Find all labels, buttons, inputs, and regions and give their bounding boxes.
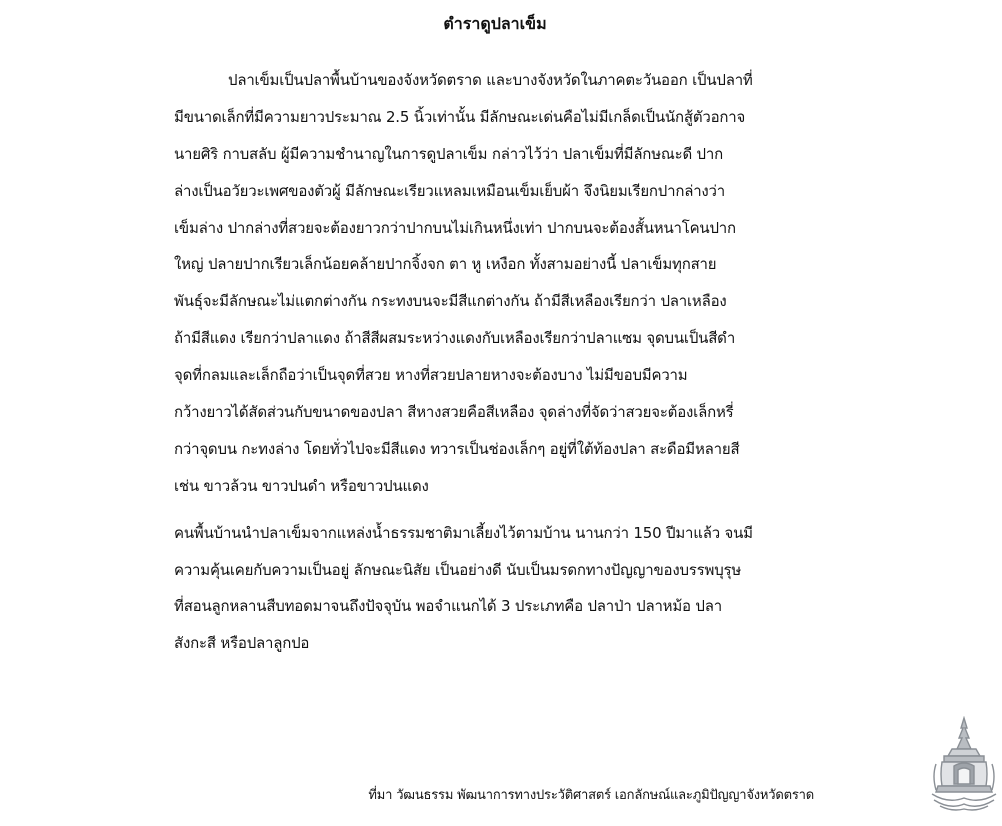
text-line: ใหญ่ ปลายปากเรียวเล็กน้อยคล้ายปากจิ้งจก ตา หู เหงือก ทั้งสามอย่างนี้ ปลาเข็มทุกสาย — [174, 255, 717, 274]
source-citation: ที่มา วัฒนธรรม พัฒนาการทางประวัติศาสตร์ เอกลักษณ์และภูมิปัญญาจังหวัดตราด — [368, 788, 814, 803]
document-title: ตำราดูปลาเข็ม — [443, 14, 547, 33]
text-line: เช่น ขาวล้วน ขาวปนดำ หรือขาวปนแดง — [174, 476, 429, 495]
text-line: นายศิริ กาบสลับ ผู้มีความชำนาญในการดูปลาเข็ม กล่าวไว้ว่า ปลาเข็มที่มีลักษณะดี ปาก — [174, 144, 723, 163]
text-line: สังกะสี หรือปลาลูกปอ — [174, 634, 310, 653]
document-body — [174, 62, 829, 662]
text-line: มีขนาดเล็กที่มีความยาวประมาณ 2.5 นิ้วเท่านั้น มีลักษณะเด่นคือไม่มีเกล็ดเป็นนักสู้ตัวอกาจ — [174, 107, 746, 126]
text-line: ความคุ้นเคยกับความเป็นอยู่ ลักษณะนิสัย เป็นอย่างดี นับเป็นมรดกทางปัญญาของบรรพบุรุษ — [174, 560, 742, 579]
text-line: กว่าจุดบน กะทงล่าง โดยทั่วไปจะมีสีแดง ทวารเป็นช่องเล็กๆ อยู่ที่ใต้ท้องปลา สะดือมีหลายสี — [174, 439, 740, 458]
text-line: พันธุ์จะมีลักษณะไม่แตกต่างกัน กระทงบนจะมีสีแกต่างกัน ถ้ามีสีเหลืองเรียกว่า ปลาเหลือง — [174, 292, 727, 311]
text-line: ถ้ามีสีแดง เรียกว่าปลาแดง ถ้าสีสีผสมระหว่างแดงกับเหลืองเรียกว่าปลาแซม จุดบนเป็นสีดำ — [174, 329, 736, 348]
paragraph-gap — [174, 505, 829, 515]
text-line: ล่างเป็นอวัยวะเพศของตัวผู้ มีลักษณะเรียวแหลมเหมือนเข็มเย็บผ้า จึงนิยมเรียกปากล่างว่า — [174, 181, 725, 200]
text-line: จุดที่กลมและเล็กถือว่าเป็นจุดที่สวย หางที่สวยปลายหางจะต้องบาง ไม่มีขอบมีความ — [174, 366, 688, 385]
text-line: ที่สอนลูกหลานสืบทอดมาจนถึงปัจจุบัน พอจำแนกได้ 3 ประเภทคือ ปลาป่า ปลาหม้อ ปลา — [174, 597, 722, 616]
emblem-icon — [930, 716, 998, 814]
paragraph-1 — [174, 62, 829, 505]
text-line: ปลาเข็มเป็นปลาพื้นบ้านของจังหวัดตราด และบางจังหวัดในภาคตะวันออก เป็นปลาที่ — [228, 71, 753, 89]
paragraph-2 — [174, 515, 829, 663]
text-line: กว้างยาวได้สัดส่วนกับขนาดของปลา สีหางสวยคือสีเหลือง จุดล่างที่จัดว่าสวยจะต้องเล็กหรี่ — [174, 403, 734, 422]
text-line: เข็มล่าง ปากล่างที่สวยจะต้องยาวกว่าปากบนไม่เกินหนึ่งเท่า ปากบนจะต้องสั้นหนาโคนปาก — [174, 218, 736, 237]
text-line: คนพื้นบ้านนำปลาเข็มจากแหล่งน้ำธรรมชาติมาเลี้ยงไว้ตามบ้าน นานกว่า 150 ปีมาแล้ว จนมี — [174, 523, 753, 542]
